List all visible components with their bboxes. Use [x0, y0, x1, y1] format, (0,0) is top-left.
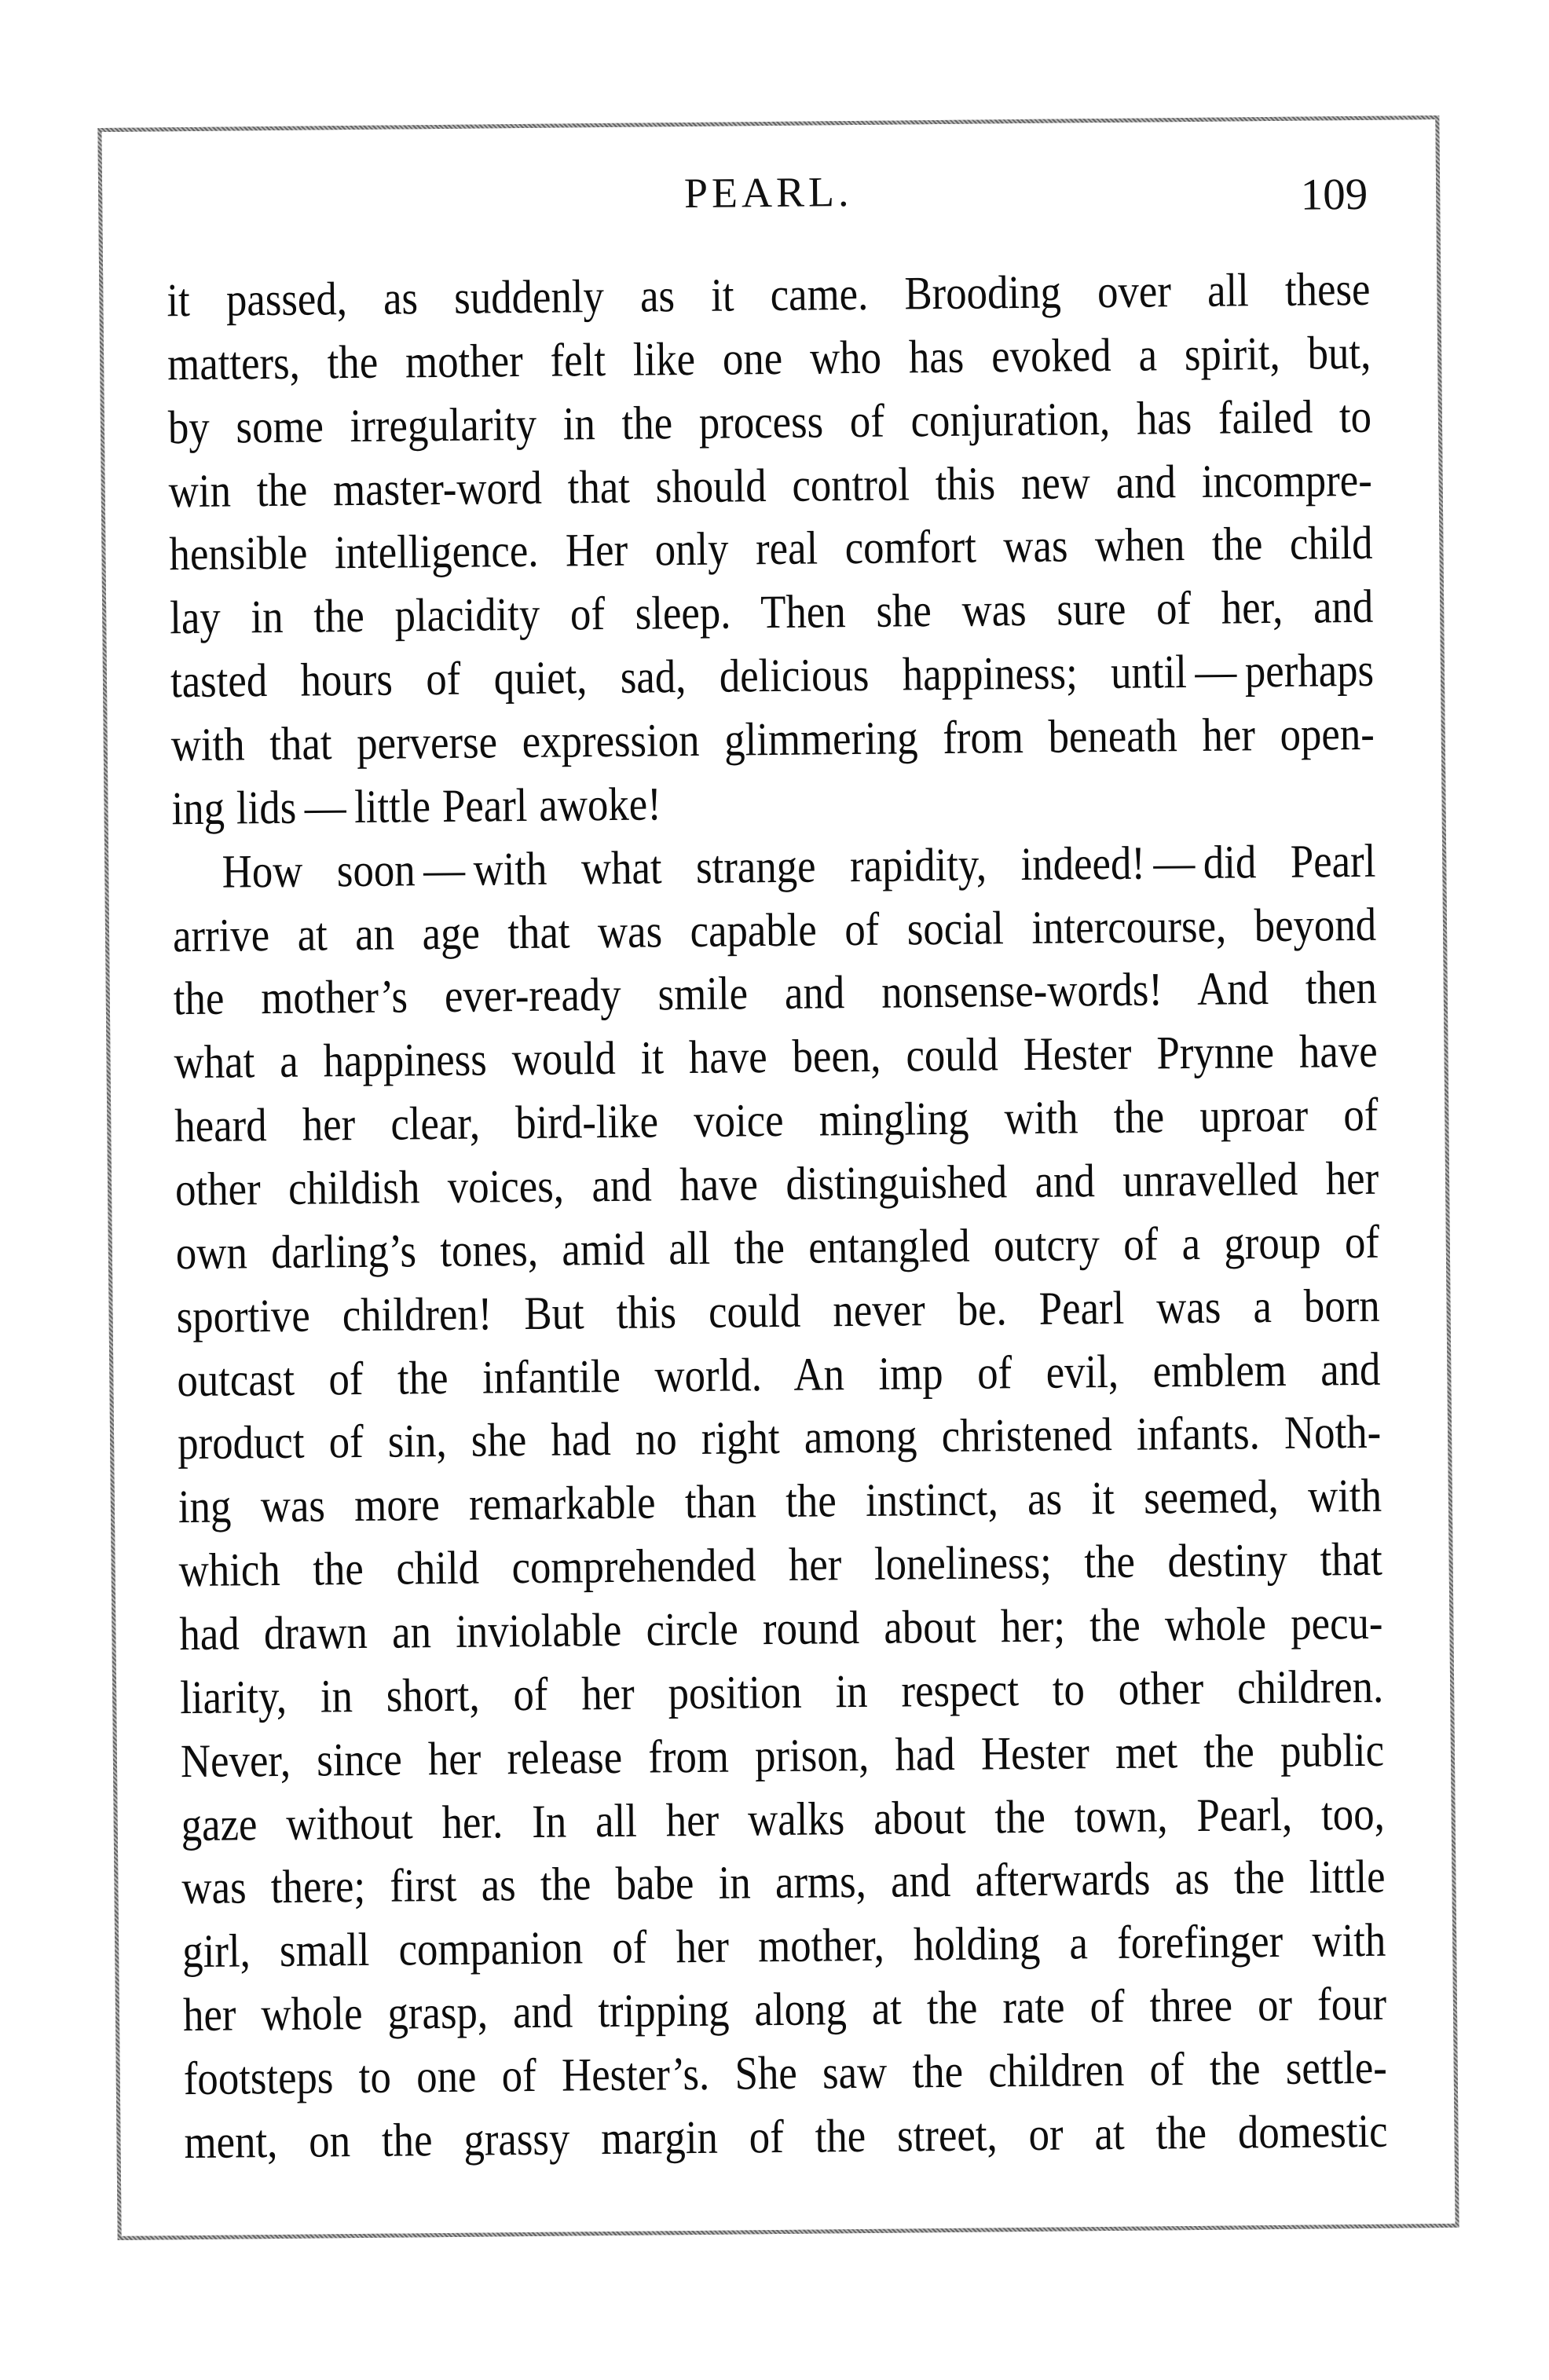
- text-line: her whole grasp, and tripping along at the rate of three or four: [182, 1977, 1387, 2041]
- text-line: girl, small companion of her mother, holding a forefinger with: [181, 1913, 1386, 1978]
- text-line: the mother’s ever-ready smile and nonsense-words! And then: [173, 961, 1378, 1025]
- text-line: it passed, as suddenly as it came. Brooding over all these: [167, 262, 1371, 327]
- text-line: heard her clear, bird-like voice mingling with the uproar of: [174, 1088, 1379, 1152]
- text-line: was there; first as the babe in arms, and afterwards as the little: [181, 1850, 1386, 1914]
- text-line: win the master-word that should control this new and incompre-: [168, 453, 1373, 518]
- text-line: product of sin, she had no right among christened infants. Noth-: [177, 1405, 1382, 1470]
- text-line: Never, since her release from prison, had Hester met the public: [180, 1723, 1385, 1788]
- page-number: 109: [1300, 169, 1368, 220]
- text-line: by some irregularity in the process of conjuration, has failed to: [167, 390, 1372, 454]
- text-line: outcast of the infantile world. An imp of evil, emblem and: [177, 1342, 1381, 1407]
- text-line: liarity, in short, of her position in respect to other children.: [179, 1660, 1384, 1724]
- text-line: tasted hours of quiet, sad, delicious happiness; until — perhaps: [170, 643, 1375, 708]
- text-line: lay in the placidity of sleep. Then she was sure of her, and: [169, 580, 1374, 644]
- text-line: had drawn an inviolable circle round about her; the whole pecu-: [179, 1596, 1383, 1661]
- running-head: [0, 0, 1538, 220]
- text-line: with that perverse expression glimmering from beneath her open-: [170, 707, 1375, 771]
- text-line: which the child comprehended her loneliness; the destiny that: [178, 1532, 1382, 1597]
- text-line-paragraph-start: How soon — with what strange rapidity, indeed! — did Pearl: [222, 834, 1376, 898]
- text-line: matters, the mother felt like one who has evoked a spirit, but,: [167, 326, 1371, 390]
- chapter-title: PEARL.: [683, 168, 853, 218]
- text-line: own darling’s tones, amid all the entangled outcry of a group of: [175, 1215, 1380, 1280]
- text-line: footsteps to one of Hester’s. She saw the children of the settle-: [183, 2041, 1388, 2105]
- text-line: gaze without her. In all her walks about the town, Pearl, too,: [181, 1787, 1386, 1851]
- text-line: what a happiness would it have been, could Hester Prynne have: [174, 1024, 1378, 1089]
- text-line: arrive at an age that was capable of social intercourse, beyond: [172, 898, 1377, 962]
- text-line: hensible intelligence. Her only real comfort was when the child: [169, 516, 1373, 580]
- text-line: sportive children! But this could never be. Pearl was a born: [176, 1279, 1380, 1343]
- text-line: other childish voices, and have distinguished and unravelled her: [174, 1152, 1379, 1216]
- text-line-paragraph-end: ing lids — little Pearl awoke!: [171, 778, 662, 835]
- text-line: ment, on the grassy margin of the street, or at the domestic: [184, 2104, 1388, 2169]
- text-line: ing was more remarkable than the instinct, as it seemed, with: [178, 1469, 1382, 1533]
